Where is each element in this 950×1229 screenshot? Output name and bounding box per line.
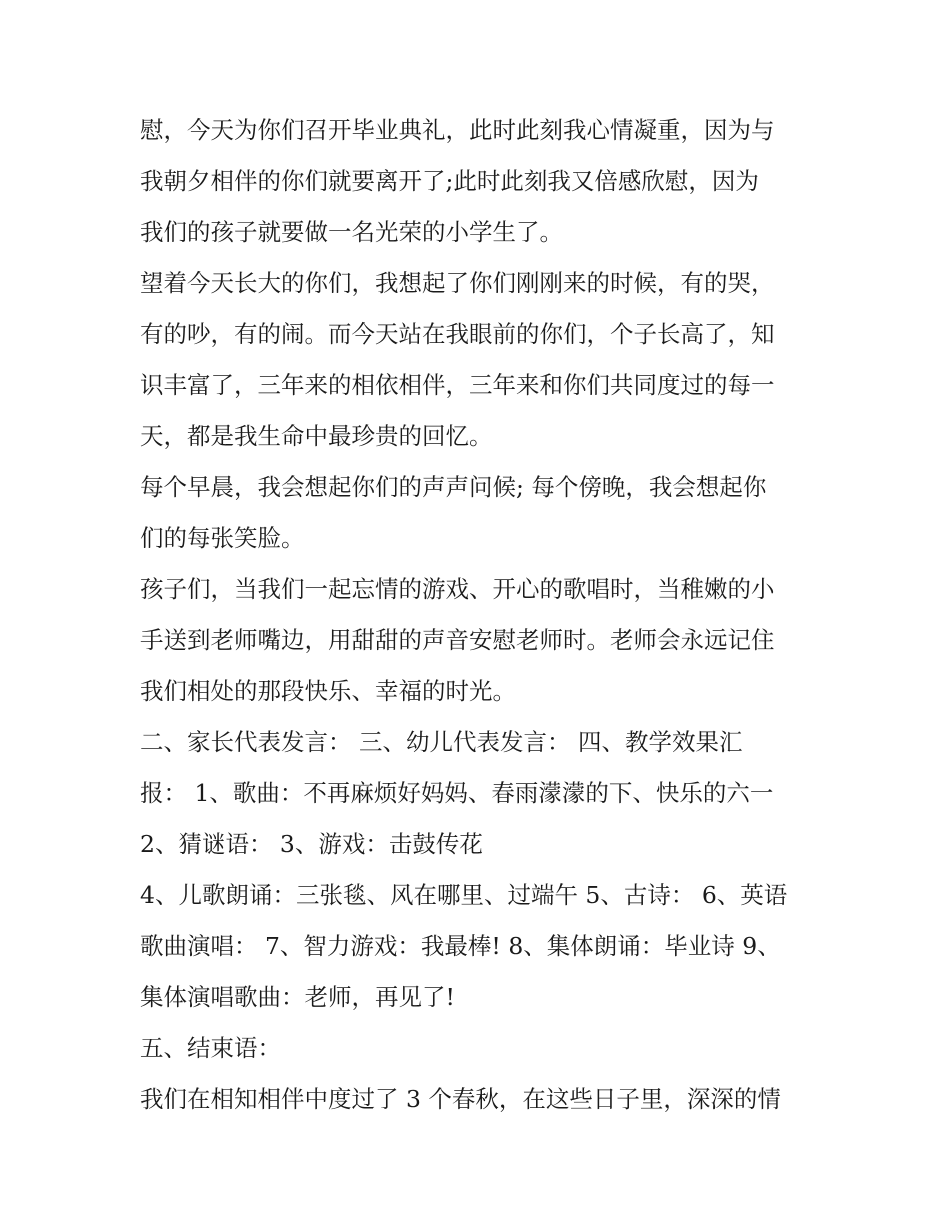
text-line: 慰，今天为你们召开毕业典礼，此时此刻我心情凝重，因为与 bbox=[140, 116, 775, 144]
document-body bbox=[140, 105, 820, 1125]
text-line: 五、结束语： bbox=[140, 1034, 281, 1062]
text-line: 天，都是我生命中最珍贵的回忆。 bbox=[140, 422, 493, 450]
text-line: 手送到老师嘴边，用甜甜的声音安慰老师时。老师会永远记住 bbox=[140, 626, 775, 654]
text-line: 集体演唱歌曲：老师，再见了! bbox=[140, 983, 455, 1011]
text-line: 报： 1、歌曲：不再麻烦好妈妈、春雨濛濛的下、快乐的六一 bbox=[140, 779, 774, 807]
text-line: 4、儿歌朗诵：三张毯、风在哪里、过端午 5、古诗： 6、英语 bbox=[140, 881, 788, 909]
text-line: 我朝夕相伴的你们就要离开了;此时此刻我又倍感欣慰，因为 bbox=[140, 167, 759, 195]
text-line: 望着今天长大的你们，我想起了你们刚刚来的时候，有的哭， bbox=[140, 269, 775, 297]
text-line: 们的每张笑脸。 bbox=[140, 524, 305, 552]
text-line: 有的吵，有的闹。而今天站在我眼前的你们，个子长高了，知 bbox=[140, 320, 775, 348]
text-line: 我们的孩子就要做一名光荣的小学生了。 bbox=[140, 218, 563, 246]
text-line: 二、家长代表发言： 三、幼儿代表发言： 四、教学效果汇 bbox=[140, 728, 743, 756]
text-line: 识丰富了，三年来的相依相伴，三年来和你们共同度过的每一 bbox=[140, 371, 775, 399]
text-line: 歌曲演唱： 7、智力游戏：我最棒! 8、集体朗诵：毕业诗 9、 bbox=[140, 932, 781, 960]
text-line: 我们相处的那段快乐、幸福的时光。 bbox=[140, 677, 516, 705]
text-line: 2、猜谜语： 3、游戏：击鼓传花 bbox=[140, 830, 483, 858]
text-line: 孩子们，当我们一起忘情的游戏、开心的歌唱时，当稚嫩的小 bbox=[140, 575, 775, 603]
text-line: 每个早晨，我会想起你们的声声问候; 每个傍晚，我会想起你 bbox=[140, 473, 767, 501]
text-line: 我们在相知相伴中度过了 3 个春秋，在这些日子里，深深的情 bbox=[140, 1085, 781, 1113]
